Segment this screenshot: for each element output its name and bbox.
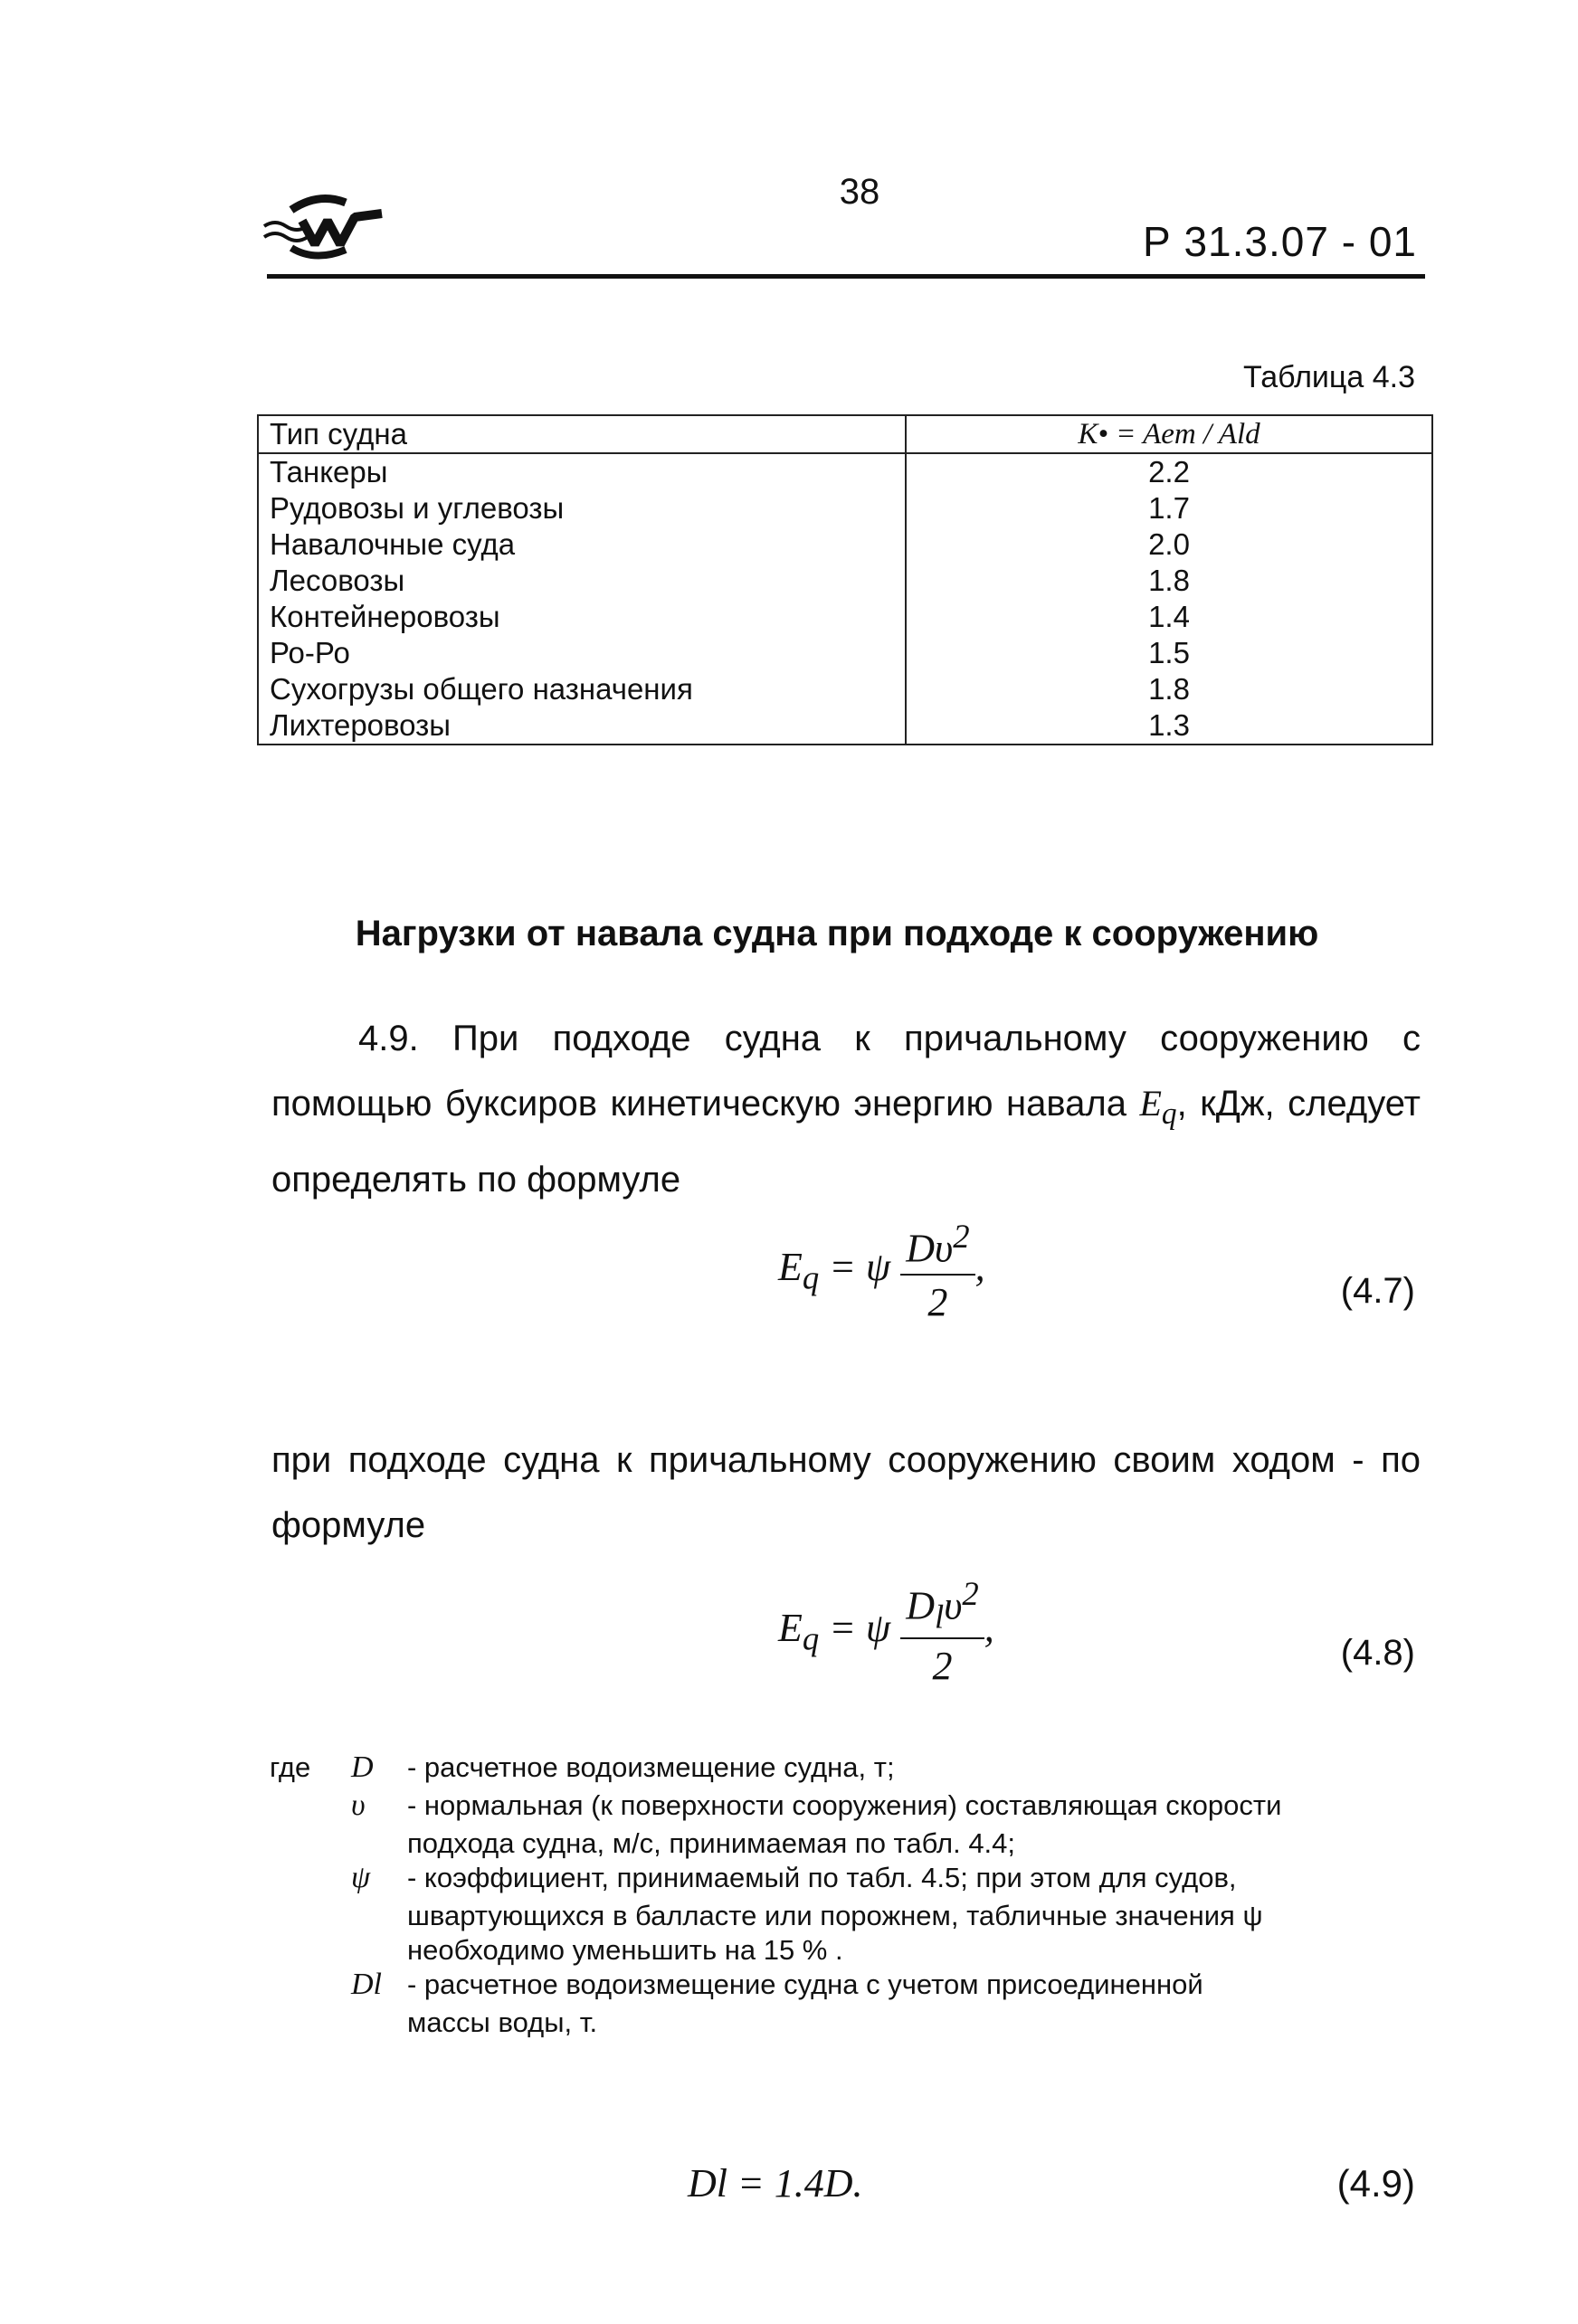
cell-coefficient: 1.4 — [906, 599, 1432, 635]
section-title: Нагрузки от навала судна при подходе к сооружению — [355, 914, 1319, 953]
cell-coefficient: 1.7 — [906, 490, 1432, 526]
cell-ship-type: Лесовозы — [258, 563, 906, 599]
cell-coefficient: 2.0 — [906, 526, 1432, 563]
table-row — [258, 490, 1432, 526]
definition-continuation: массы воды, т. — [407, 2006, 598, 2038]
definition-text: - расчетное водоизмещение судна, т; — [407, 1751, 895, 1783]
cell-coefficient: 1.5 — [906, 635, 1432, 671]
cell-ship-type: Сухогрузы общего назначения — [258, 671, 906, 707]
cell-ship-type: Лихтеровозы — [258, 707, 906, 745]
table-row — [258, 526, 1432, 563]
paragraph-4-9 — [271, 1006, 1421, 1212]
symbol-definitions — [270, 1750, 1437, 2040]
cell-ship-type: Ро-Ро — [258, 635, 906, 671]
cell-coefficient: 1.3 — [906, 707, 1432, 745]
paragraph-own-power: при подходе судна к причальному сооружению своим ходом - по формуле — [271, 1440, 1421, 1545]
cell-coefficient: 2.2 — [906, 453, 1432, 490]
table-row — [258, 671, 1432, 707]
table-row — [258, 635, 1432, 671]
cell-ship-type: Танкеры — [258, 453, 906, 490]
definition-item — [270, 1968, 1437, 2002]
paragraph-text: , кДж, следует определять по формуле — [271, 1084, 1421, 1200]
table-caption: Таблица 4.3 — [1242, 360, 1415, 394]
definition-item — [270, 1788, 1437, 1823]
header-divider — [267, 274, 1425, 279]
definition-continuation: швартующихся в балласте или порожнем, табличные значения ψ — [407, 1900, 1263, 1931]
cell-coefficient: 1.8 — [906, 671, 1432, 707]
definition-text: - нормальная (к поверхности сооружения) составляющая скорости — [407, 1789, 1282, 1821]
fraction: $\frac{D_l\upsilon^2}{2}$ — [900, 1574, 984, 1689]
ship-type-table — [257, 414, 1433, 745]
where-label: где — [270, 1751, 311, 1783]
definition-text: - коэффициент, принимаемый по табл. 4.5; при этом для судов, — [407, 1862, 1237, 1893]
energy-variable: $E_q$ — [1139, 1083, 1177, 1131]
formula-4-9: Dl = 1.4D. — [688, 2161, 863, 2205]
wave-logo-icon — [255, 190, 391, 262]
equation-number: (4.7) — [1340, 1271, 1415, 1311]
table-row — [258, 707, 1432, 745]
cell-ship-type: Контейнеровозы — [258, 599, 906, 635]
header-coefficient: K• = Aem / Ald — [906, 415, 1432, 453]
table-row — [258, 599, 1432, 635]
definition-symbol: ψ — [351, 1861, 371, 1894]
cell-ship-type: Навалочные суда — [258, 526, 906, 563]
header-ship-type: Тип судна — [258, 415, 906, 453]
cell-ship-type: Рудовозы и углевозы — [258, 490, 906, 526]
definition-text: - расчетное водоизмещение судна с учетом присоединенной — [407, 1968, 1203, 2000]
formula-4-8: $E_q = \psi$ $\frac{D_l\upsilon^2}{2}$ , — [778, 1575, 994, 1689]
definition-symbol: Dl — [351, 1968, 382, 2001]
definition-item — [270, 1861, 1437, 1895]
paragraph-text: 4.9. При подходе судна к причальному сооружению с помощью буксиров кинетическую энергию навала — [271, 1019, 1421, 1124]
definition-symbol: D — [351, 1750, 374, 1784]
table-row — [258, 563, 1432, 599]
page-number: 38 — [839, 172, 880, 212]
table-row — [258, 453, 1432, 490]
cell-coefficient: 1.8 — [906, 563, 1432, 599]
formula-4-7: $E_q = \psi$ $\frac{D\upsilon^2}{2}$ , — [778, 1218, 985, 1324]
definition-continuation: необходимо уменьшить на 15 % . — [407, 1934, 843, 1966]
equation-number: (4.9) — [1336, 2162, 1415, 2205]
equation-number: (4.8) — [1340, 1633, 1415, 1673]
definition-item — [270, 1750, 1437, 1785]
table-header-row — [258, 415, 1432, 453]
definition-continuation: подхода судна, м/с, принимаемая по табл. 4.4; — [407, 1827, 1016, 1859]
document-code: Р 31.3.07 - 01 — [1143, 218, 1417, 265]
definition-symbol: υ — [351, 1788, 366, 1822]
fraction: $\frac{D\upsilon^2}{2}$ — [900, 1217, 974, 1325]
